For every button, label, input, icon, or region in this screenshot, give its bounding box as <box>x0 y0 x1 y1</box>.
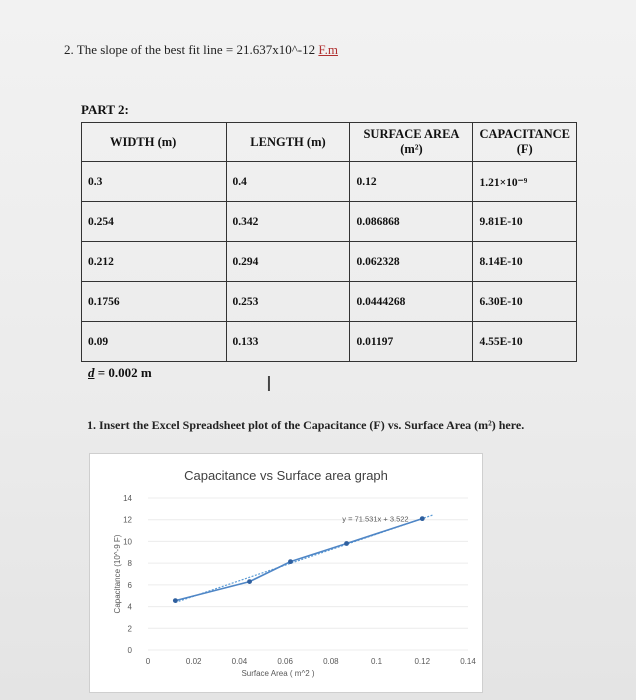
y-axis-label: Capacitance (10^-9 F) <box>113 534 122 614</box>
y-tick-label: 8 <box>127 559 132 569</box>
plot-instruction: 1. Insert the Excel Spreadsheet plot of the Capacitance (F) vs. Surface Area (m²) here. <box>87 418 525 432</box>
header-surface-area-line2: (m²) <box>400 142 423 156</box>
cell-width: 0.1756 <box>82 282 227 322</box>
data-point <box>288 559 293 564</box>
x-tick-label: 0.06 <box>277 657 293 666</box>
data-point <box>173 598 178 603</box>
cell-length: 0.294 <box>226 242 350 282</box>
x-tick-label: 0 <box>145 657 151 666</box>
cell-width: 0.09 <box>82 322 227 362</box>
x-tick-label: 0.02 <box>185 657 202 666</box>
cell-area: 0.12 <box>350 162 473 202</box>
x-tick-label: 0.1 <box>371 657 383 666</box>
y-tick-label: 14 <box>123 494 132 503</box>
y-tick-label: 2 <box>127 624 132 634</box>
trendline-equation: y = 71.531x + 3.522 <box>342 514 409 524</box>
x-tick-label: 0.04 <box>231 657 248 666</box>
cell-length: 0.133 <box>226 322 350 362</box>
x-axis-label: Surface Area ( m^2 ) <box>241 669 315 678</box>
y-tick-label: 4 <box>127 602 132 612</box>
table-row <box>82 242 577 282</box>
measurements-table <box>81 122 577 362</box>
cell-capacitance: 6.30E-10 <box>473 282 577 322</box>
table-row <box>82 162 577 202</box>
slope-units: F.m <box>318 42 338 57</box>
separation-symbol: d <box>88 365 95 380</box>
cell-length: 0.253 <box>226 282 350 322</box>
header-capacitance <box>473 123 577 162</box>
y-tick-label: 0 <box>127 646 132 655</box>
chart-title: Capacitance vs Surface area graph <box>184 468 388 483</box>
cell-area: 0.086868 <box>350 202 473 242</box>
data-point <box>420 516 425 521</box>
cell-area: 0.01197 <box>350 322 473 362</box>
data-point <box>344 541 349 546</box>
header-length: LENGTH (m) <box>226 123 350 162</box>
series-line <box>175 519 422 601</box>
x-tick-label: 0.14 <box>460 657 476 666</box>
cell-area: 0.062328 <box>350 242 473 282</box>
slope-statement <box>64 42 338 58</box>
x-tick-label: 0.08 <box>323 657 339 666</box>
table-header-row <box>82 123 577 162</box>
capacitance-chart <box>89 453 483 693</box>
part-2-title: PART 2: <box>81 102 129 117</box>
table-row <box>82 202 577 242</box>
cell-capacitance: 4.55E-10 <box>473 322 577 362</box>
y-tick-label: 6 <box>127 580 132 590</box>
text-cursor-icon: I <box>266 372 272 396</box>
header-width: WIDTH (m) <box>82 123 227 162</box>
y-tick-label: 10 <box>123 537 132 547</box>
header-capacitance-line2: (F) <box>516 142 533 156</box>
cell-width: 0.254 <box>82 202 227 242</box>
table-row <box>82 282 577 322</box>
cell-capacitance: 9.81E-10 <box>473 202 577 242</box>
cell-capacitance: 1.21×10⁻⁹ <box>473 162 577 202</box>
cell-area: 0.0444268 <box>350 282 473 322</box>
cell-length: 0.342 <box>226 202 350 242</box>
table-row <box>82 322 577 362</box>
slope-text: 2. The slope of the best fit line = 21.637x10^-12 <box>64 42 319 57</box>
data-point <box>247 579 252 584</box>
x-tick-label: 0.12 <box>414 657 431 666</box>
cell-capacitance: 8.14E-10 <box>473 242 577 282</box>
separation-value: = 0.002 m <box>94 365 152 380</box>
cell-width: 0.3 <box>82 162 227 202</box>
plate-separation <box>88 365 152 381</box>
chart-svg <box>90 454 482 692</box>
header-surface-area-line1: SURFACE AREA <box>363 127 460 141</box>
header-surface-area <box>350 123 473 162</box>
cell-length: 0.4 <box>226 162 350 202</box>
y-tick-label: 12 <box>123 515 132 525</box>
cell-width: 0.212 <box>82 242 227 282</box>
header-capacitance-line1: CAPACITANCE <box>479 127 570 141</box>
